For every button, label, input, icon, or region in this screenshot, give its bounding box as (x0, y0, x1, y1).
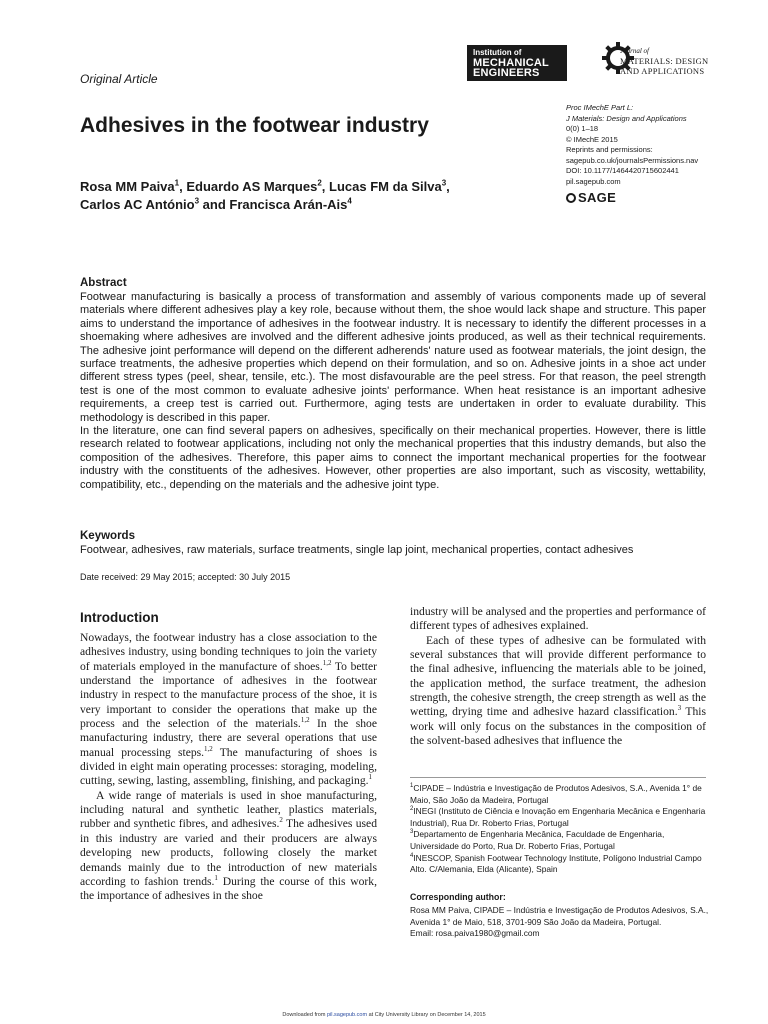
footnote-text: INEGI (Instituto de Ciência e Inovação em Engenharia Mecânica e Engenharia Industrial), Rua Dr. Roberto Frias, Portugal (410, 806, 706, 828)
author-separator: , (179, 179, 187, 194)
citation-ref[interactable]: 1,2 (322, 658, 332, 667)
body-paragraph: industry will be analysed and the properties and performance of different types of adhesives explained. (410, 605, 706, 633)
body-text: A wide range of materials is used in shoe manufacturing, including natural and synthetic leather, plastics materials, rubber and synthetic fibres, and adhesives. (80, 788, 377, 831)
date-received: Date received: 29 May 2015; accepted: 30 July 2015 (80, 572, 291, 582)
imeche-logo-line3: ENGINEERS (473, 67, 540, 79)
download-text: Downloaded from (282, 1012, 327, 1018)
author-separator: and (199, 197, 230, 212)
imeche-logo-line2: MECHANICAL (473, 57, 549, 69)
sage-logo-mark-icon (566, 193, 576, 203)
footnote-text: Departamento de Engenharia Mecânica, Faculdade de Engenharia, Universidade do Porto, Rua Dr. Roberto Frias, Portugal (410, 829, 665, 851)
body-paragraph (80, 631, 377, 789)
download-link[interactable]: pil.sagepub.com (326, 1012, 368, 1018)
body-text: Each of these types of adhesive can be formulated with several substances that will provide different performance to the final adhesive, influencing the materials able to be joined, the application method, the surface treatment, the adhesion strength, the cohesive strength, the creep strength as well as the wetting, drying time and adhesive hazard classification. (410, 633, 706, 719)
body-column-right (410, 605, 706, 748)
citation-ref[interactable]: 1 (368, 773, 373, 782)
body-text: During the course of this work, the importance of adhesives in the shoe (80, 874, 377, 903)
corresponding-address: Rosa MM Paiva, CIPADE – Indústria e Investigação de Produtos Adesivos, S.A., Avenida 1° de Maio, 518, 3701-909 São João da Madeira, Portugal. (410, 905, 709, 927)
author-affiliation: 4 (347, 196, 352, 206)
author-name: Rosa MM Paiva (80, 179, 175, 194)
footnote-text: CIPADE – Indústria e Investigação de Produtos Adesivos, S.A., Avenida 1° de Maio, São João da Madeira, Portugal (410, 783, 702, 805)
footnote-number: 1 (410, 783, 414, 790)
footnote-divider (410, 777, 706, 778)
citation-ref[interactable]: 2 (279, 816, 283, 825)
author-name: Eduardo AS Marques (186, 179, 318, 194)
author-separator: , (446, 179, 450, 194)
citation-ref[interactable]: 3 (677, 704, 682, 713)
footnote (410, 853, 710, 876)
keywords-list: Footwear, adhesives, raw materials, surface treatments, single lap joint, mechanical properties, contact adhesives (80, 544, 634, 556)
imeche-logo-line1: Institution of (473, 48, 522, 57)
abstract-body (80, 291, 706, 492)
footnote-number: 3 (410, 829, 414, 836)
body-paragraph (410, 634, 706, 749)
sage-logo (566, 190, 616, 205)
imeche-logo (467, 45, 567, 81)
author-affiliation: 1 (174, 178, 180, 188)
citation-ref[interactable]: 1 (214, 873, 218, 882)
footnote-number: 2 (410, 806, 414, 813)
pub-permissions-link[interactable]: sagepub.co.uk/journalsPermissions.nav (566, 155, 699, 165)
article-title: Adhesives in the footwear industry (80, 114, 429, 137)
journal-logo-text (620, 46, 708, 76)
keywords-heading: Keywords (80, 530, 135, 542)
author-name: Francisca Arán-Ais (229, 197, 348, 212)
author-list (80, 178, 560, 214)
body-text: This work will only focus on the substances in the composition of the solvent-based adhesives that influence the (410, 705, 706, 748)
affiliation-footnotes (410, 783, 710, 876)
pub-journal-part: Proc IMechE Part L: (566, 103, 634, 112)
citation-ref[interactable]: 1,2 (300, 716, 310, 725)
body-text: Nowadays, the footwear industry has a close association to the adhesives industry, using bonding techniques to join the variety of materials employed in the manufacture of shoes. (80, 631, 377, 673)
pub-doi[interactable]: DOI: 10.1177/1464420715602441 (566, 166, 679, 175)
journal-logo-line3: AND APPLICATIONS (620, 66, 705, 76)
footnote-text: INESCOP, Spanish Footwear Technology Institute, Polígono Industrial Campo Alto. C/Alemania, Elda (Alicante), Spain (410, 852, 702, 875)
pub-volume: 0(0) 1–18 (566, 124, 599, 133)
footnote (410, 829, 710, 852)
footnote (410, 783, 710, 806)
citation-ref[interactable]: 1,2 (204, 744, 213, 753)
section-heading-introduction: Introduction (80, 610, 159, 625)
body-text: The adhesives used in this industry are varied and their producers are always developing new products, following closely the market demands mainly due to the introduction of new materials according to fashion trends. (80, 817, 377, 888)
body-text: The manufacturing of shoes is divided in eight main operating processes: storaging, modeling, cutting, sewing, lasting, assembling, finishing, and packaging. (80, 745, 377, 788)
author-affiliation: 3 (441, 178, 447, 188)
corresponding-author-heading: Corresponding author: (410, 892, 506, 902)
body-column-left (80, 631, 377, 904)
sage-logo-text: SAGE (578, 190, 617, 205)
author-affiliation: 2 (317, 178, 322, 188)
author-separator: , (321, 179, 330, 194)
pub-journal-name: J Materials: Design and Applications (566, 113, 687, 123)
author-affiliation: 3 (194, 196, 200, 206)
abstract-heading: Abstract (80, 277, 127, 289)
pub-reprints: Reprints and permissions: (566, 145, 653, 154)
pub-copyright: © IMechE 2015 (566, 134, 618, 144)
download-text: at City University Library on December 14, 2015 (367, 1012, 486, 1018)
journal-logo-line2: MATERIALS: DESIGN (620, 56, 709, 66)
footnote (410, 806, 710, 829)
body-text: To better understand the importance of adhesives in the footwear industry in respect to the manufacture process of the shoe, it is very important to consider the operations that make up the process and the selection of the materials. (80, 659, 377, 731)
corresponding-author-info (410, 905, 710, 940)
abstract-paragraph: Footwear manufacturing is basically a process of transformation and assembly of various components made up of several materials where different adhesives play a key role, because without them, the shoe would lack shape and structure. This paper aims to understand the importance of adhesives in the footwear industry. It is necessary to identify the different processes in a shoemaking where adhesives are involved and the different adhesive joints produced, as well as their technical requirements. The adhesive joint performance will depend on the different adherends' nature used as footwear materials, the joint design, the surface treatments, the adhesive properties which depend on their formulation, and so on. Adhesive joints in a shoe act under different stress types (peel, shear, tensile, etc.). The most disfavourable are the peel stress. For that reason, the peel strength test is one of the most common to evaluate adhesive joints' performance. When heat resistance is an important adhesive requirements, a creep test is carried out. Furthermore, aging tests are undertaken in order to evaluate durability. This methodology is described in this paper. (80, 291, 706, 424)
body-text: In the shoe manufacturing industry, there are several operations that use manual processing steps. (80, 717, 377, 759)
author-name: Lucas FM da Silva (329, 179, 442, 194)
body-paragraph (80, 789, 377, 904)
footnote-number: 4 (410, 852, 414, 859)
author-name: Carlos AC António (80, 197, 195, 212)
publication-info (566, 103, 756, 187)
article-type: Original Article (80, 72, 158, 86)
download-notice (0, 1012, 768, 1018)
journal-logo-line1: Journal of (620, 47, 649, 55)
pub-website-link[interactable]: pil.sagepub.com (566, 176, 621, 186)
corresponding-email[interactable]: Email: rosa.paiva1980@gmail.com (410, 928, 540, 939)
abstract-paragraph: In the literature, one can find several papers on adhesives, specifically on their mechanical properties. However, there is little research related to footwear applications, including not only the mechanical properties that this industry demands, but also the composition of the adhesives. Therefore, this paper aims to connect the important mechanical properties for the footwear industry with the constituents of the adhesives. However, other properties are also important, such as viscosity, wettability, compatibility, etc., depending on the materials and the adhesive joint type. (80, 425, 706, 491)
